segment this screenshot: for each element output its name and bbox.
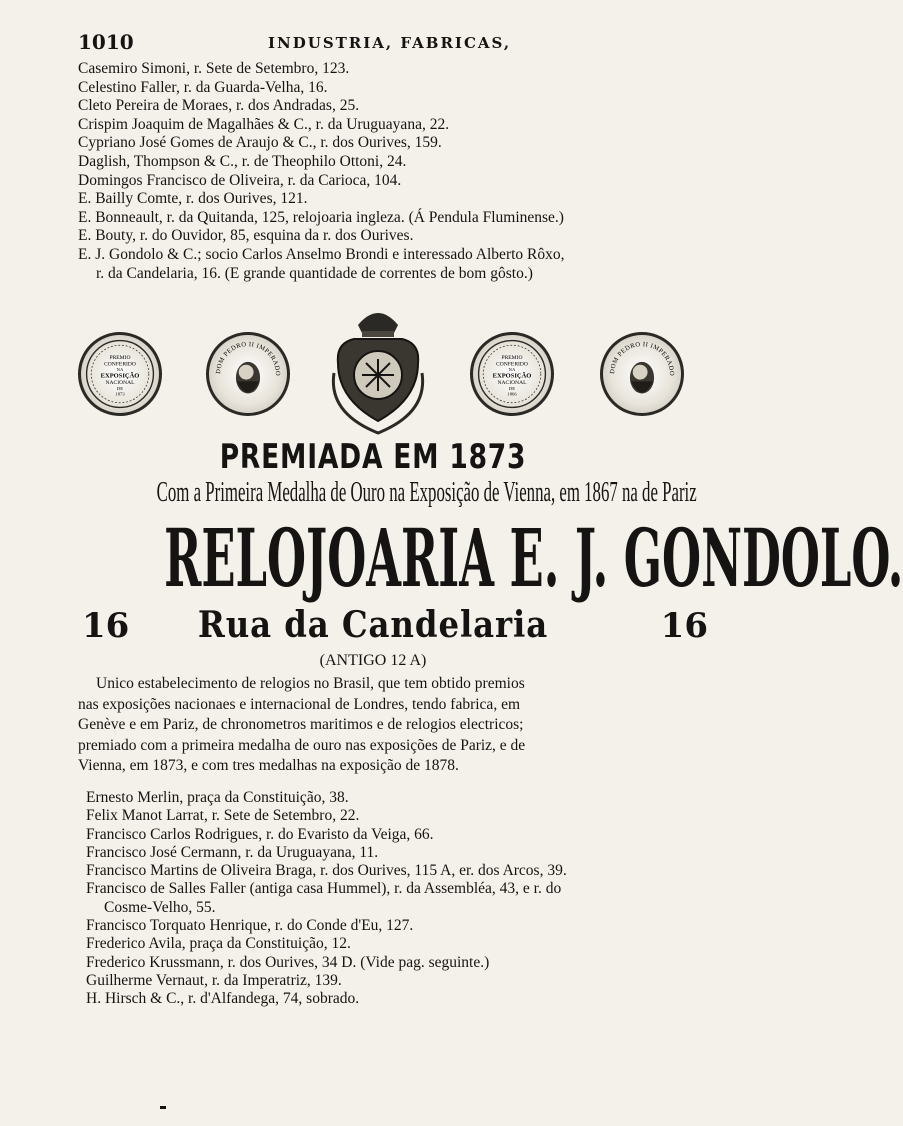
premio-medal-left <box>78 332 162 416</box>
medal-award-line: Com a Primeira Medalha de Ouro na Exposição de Vienna, em 1867 na de Pariz <box>156 476 697 508</box>
medal-line: 1866 <box>507 392 517 398</box>
list-item: Domingos Francisco de Oliveira, r. da Carioca, 104. <box>78 171 402 189</box>
medal-line: CONFERIDO <box>496 361 528 368</box>
paragraph-line: premiado com a primeira medalha de ouro nas exposições de Pariz, e de <box>78 736 526 754</box>
emperor-portrait-icon <box>209 335 287 413</box>
premio-medal-icon <box>81 335 159 413</box>
list-item: Cleto Pereira de Moraes, r. dos Andradas, 25. <box>78 97 360 115</box>
medal-line: 1873 <box>115 392 125 398</box>
section-title: INDUSTRIA, FABRICAS, <box>268 34 512 52</box>
page-number: 1010 <box>78 30 134 54</box>
medal-line: CONFERIDO <box>104 361 136 368</box>
list-item: Felix Manot Larrat, r. Sete de Setembro, 22. <box>86 807 360 825</box>
medal-line: DE <box>116 386 124 392</box>
list-item-continuation: r. da Candelaria, 16. (E grande quantidade de correntes de bom gôsto.) <box>96 264 533 282</box>
street-number-left: 16 <box>82 606 130 646</box>
medal-line: NACIONAL <box>105 380 135 387</box>
premio-medal-icon <box>473 335 551 413</box>
imperial-crest-icon <box>328 303 428 439</box>
list-item: Crispim Joaquim de Magalhães & C., r. da Uruguayana, 22. <box>78 115 450 133</box>
list-item: Francisco Martins de Oliveira Braga, r. dos Ourives, 115 A, er. dos Arcos, 39. <box>86 862 567 880</box>
paragraph-line: Unico estabelecimento de relogios no Brasil, que tem obtido premios <box>96 675 525 692</box>
list-item: E. J. Gondolo & C.; socio Carlos Anselmo Brondi e interessado Alberto Rôxo, <box>78 245 565 263</box>
medal-legend: DOM PEDRO II IMPERADO <box>609 341 675 377</box>
list-item: Ernesto Merlin, praça da Constituição, 38. <box>86 789 349 806</box>
medal-line: EXPOSIÇÃO <box>100 372 140 380</box>
medal-line: PREMIO <box>501 355 523 362</box>
paragraph-line: Vienna, em 1873, e com tres medalhas na exposição de 1878. <box>78 757 459 775</box>
list-item: E. Bouty, r. do Ouvidor, 85, esquina da r. dos Ourives. <box>78 227 414 245</box>
list-item: Francisco Torquato Henrique, r. do Conde d'Eu, 127. <box>86 917 414 935</box>
list-item: Francisco José Cermann, r. da Uruguayana, 11. <box>86 843 379 861</box>
ad-paragraph <box>78 674 716 777</box>
list-item: Casemiro Simoni, r. Sete de Setembro, 123. <box>78 60 350 77</box>
directory-list-bottom <box>86 789 716 1009</box>
street-name: Rua da Candelaria <box>197 604 549 646</box>
list-item: Frederico Avila, praça da Constituição, 12. <box>86 935 351 953</box>
emperor-portrait-icon <box>603 335 681 413</box>
medal-line: EXPOSIÇÃO <box>492 372 532 380</box>
list-item: Francisco Carlos Rodrigues, r. do Evaristo da Veiga, 66. <box>86 825 434 843</box>
premio-medal-right <box>470 332 554 416</box>
medal-line: NACIONAL <box>497 380 527 387</box>
former-address: (ANTIGO 12 A) <box>319 652 427 669</box>
directory-list-top <box>78 60 728 283</box>
list-item: Celestino Faller, r. da Guarda-Velha, 16. <box>78 78 328 96</box>
list-item: E. Bailly Comte, r. dos Ourives, 121. <box>78 190 308 208</box>
list-item: H. Hirsch & C., r. d'Alfandega, 74, sobrado. <box>86 990 360 1008</box>
premiada-heading: PREMIADA EM 1873 <box>219 437 527 477</box>
page-header <box>78 30 728 56</box>
medal-line: NA <box>508 368 516 374</box>
dom-pedro-medal-right <box>600 332 684 416</box>
list-item: Daglish, Thompson & C., r. de Theophilo Ottoni, 24. <box>78 152 407 170</box>
list-item: Guilherme Vernaut, r. da Imperatriz, 139. <box>86 971 342 989</box>
medal-line: NA <box>116 368 124 374</box>
street-number-right: 16 <box>660 606 708 646</box>
list-item: Francisco de Salles Faller (antiga casa Hummel), r. da Assembléa, 43, e r. do <box>86 880 562 898</box>
paragraph-line: nas exposições nacionaes e internacional de Londres, tendo fabrica, em <box>78 695 520 713</box>
medal-legend: DOM PEDRO II IMPERADO <box>215 341 281 377</box>
paragraph-line: Genève e em Pariz, de chronometros maritimos e de relogios electricos; <box>78 716 524 734</box>
medal-line: DE <box>508 386 516 392</box>
dom-pedro-medal-left <box>206 332 290 416</box>
list-item-continuation: Cosme-Velho, 55. <box>104 898 216 916</box>
list-item: Cypriano José Gomes de Araujo & C., r. dos Ourives, 159. <box>78 134 442 152</box>
ink-mark <box>160 1106 166 1109</box>
shop-title: RELOJOARIA E. J. GONDOLO. <box>164 511 903 605</box>
list-item: Frederico Krussmann, r. dos Ourives, 34 D. (Vide pag. seguinte.) <box>86 953 490 971</box>
medal-line: PREMIO <box>109 355 131 362</box>
list-item: E. Bonneault, r. da Quitanda, 125, relojoaria ingleza. (Á Pendula Fluminense.) <box>78 208 564 226</box>
